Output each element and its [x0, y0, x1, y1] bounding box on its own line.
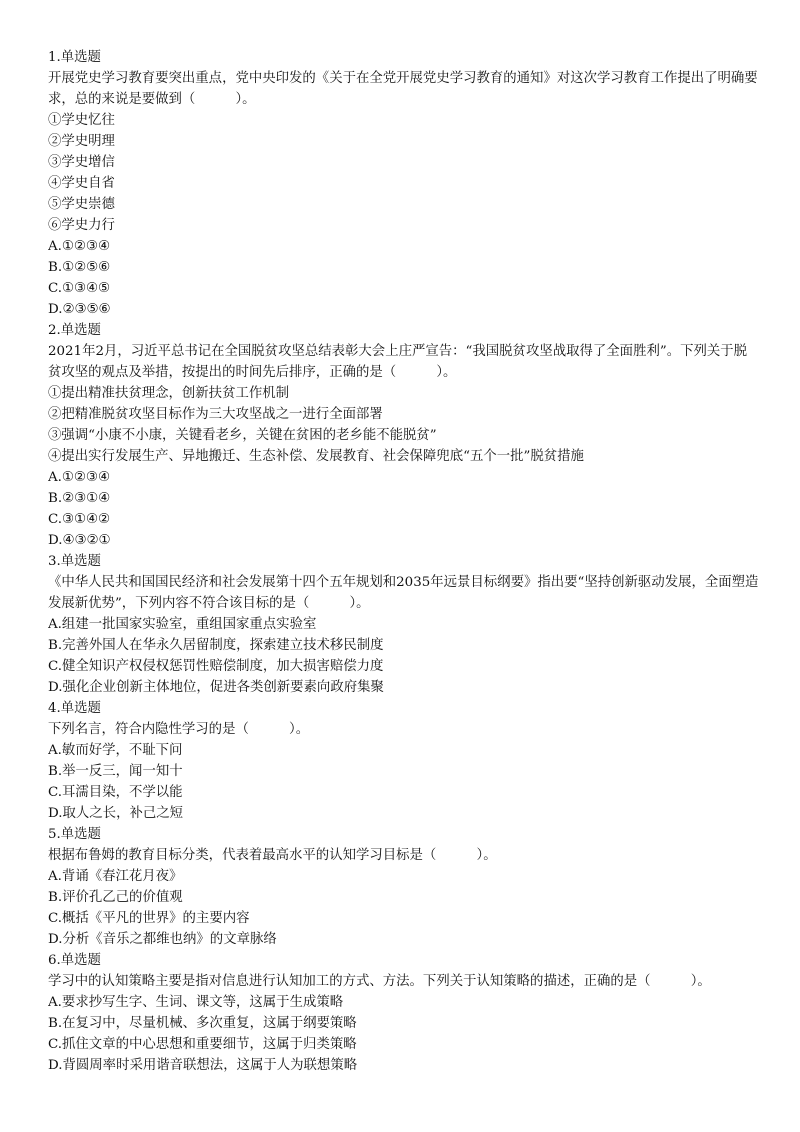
- option-d: D.分析《音乐之都维也纳》的文章脉络: [48, 932, 277, 947]
- question-header: 6.单选题: [48, 953, 101, 968]
- question-5: [48, 824, 760, 950]
- option-a: A.①②③④: [48, 239, 110, 254]
- question-stem: 开展党史学习教育要突出重点，党中央印发的《关于在全党开展党史学习教育的通知》对这次学习教育工作提出了明确要求，总的来说是要做到（ ）。: [48, 71, 758, 107]
- statement-item: ②把精准脱贫攻坚目标作为三大攻坚战之一进行全面部署: [48, 407, 383, 422]
- question-stem: 学习中的认知策略主要是指对信息进行认知加工的方式、方法。下列关于认知策略的描述，正确的是（ ）。: [48, 974, 711, 989]
- option-b: B.评价孔乙己的价值观: [48, 890, 183, 905]
- statement-item: ③强调“小康不小康，关键看老乡，关键在贫困的老乡能不能脱贫”: [48, 428, 437, 443]
- option-c: C.③①④②: [48, 512, 111, 527]
- question-header: 4.单选题: [48, 701, 101, 716]
- question-header: 1.单选题: [48, 50, 101, 65]
- statement-item: ④学史自省: [48, 176, 115, 191]
- statement-item: ⑥学史力行: [48, 218, 115, 233]
- question-2: [48, 320, 760, 551]
- question-stem: 下列名言，符合内隐性学习的是（ ）。: [48, 722, 310, 737]
- option-b: B.举一反三，闻一知十: [48, 764, 183, 779]
- statement-item: ①学史忆往: [48, 113, 115, 128]
- option-d: D.背圆周率时采用谐音联想法，这属于人为联想策略: [48, 1058, 358, 1073]
- question-stem: 2021年2月，习近平总书记在全国脱贫攻坚总结表彰大会上庄严宣告：“我国脱贫攻坚战取得了全面胜利”。下列关于脱贫攻坚的观点及举措，按提出的时间先后排序，正确的是（ ）。: [48, 344, 748, 380]
- statement-item: ③学史增信: [48, 155, 115, 170]
- option-b: B.完善外国人在华永久居留制度，探索建立技术移民制度: [48, 638, 384, 653]
- statement-item: ②学史明理: [48, 134, 115, 149]
- question-header: 3.单选题: [48, 554, 101, 569]
- question-document: [48, 47, 760, 1076]
- option-a: A.背诵《春江花月夜》: [48, 869, 183, 884]
- option-c: C.健全知识产权侵权惩罚性赔偿制度，加大损害赔偿力度: [48, 659, 384, 674]
- option-c: C.耳濡目染，不学以能: [48, 785, 183, 800]
- statement-item: ⑤学史崇德: [48, 197, 115, 212]
- option-b: B.在复习中，尽量机械、多次重复，这属于纲要策略: [48, 1016, 357, 1031]
- option-d: D.强化企业创新主体地位，促进各类创新要素向政府集聚: [48, 680, 384, 695]
- question-header: 5.单选题: [48, 827, 101, 842]
- question-header: 2.单选题: [48, 323, 101, 338]
- question-3: [48, 551, 760, 698]
- question-4: [48, 698, 760, 824]
- option-c: C.抓住文章的中心思想和重要细节，这属于归类策略: [48, 1037, 357, 1052]
- option-c: C.①③④⑤: [48, 281, 111, 296]
- option-d: D.④③②①: [48, 533, 111, 548]
- statement-item: ①提出精准扶贫理念，创新扶贫工作机制: [48, 386, 290, 401]
- option-a: A.组建一批国家实验室，重组国家重点实验室: [48, 617, 317, 632]
- option-a: A.敏而好学，不耻下问: [48, 743, 183, 758]
- option-b: B.②③①④: [48, 491, 111, 506]
- option-d: D.取人之长，补己之短: [48, 806, 184, 821]
- question-6: [48, 950, 760, 1076]
- option-a: A.①②③④: [48, 470, 110, 485]
- question-stem: 《中华人民共和国国民经济和社会发展第十四个五年规划和2035年远景目标纲要》指出要“坚持创新驱动发展，全面塑造发展新优势”，下列内容不符合该目标的是（ ）。: [48, 575, 759, 611]
- option-d: D.②③⑤⑥: [48, 302, 111, 317]
- option-b: B.①②⑤⑥: [48, 260, 111, 275]
- question-1: [48, 47, 760, 320]
- statement-item: ④提出实行发展生产、异地搬迁、生态补偿、发展教育、社会保障兜底“五个一批”脱贫措施: [48, 449, 584, 464]
- option-c: C.概括《平凡的世界》的主要内容: [48, 911, 250, 926]
- question-stem: 根据布鲁姆的教育目标分类，代表着最高水平的认知学习目标是（ ）。: [48, 848, 497, 863]
- option-a: A.要求抄写生字、生词、课文等，这属于生成策略: [48, 995, 344, 1010]
